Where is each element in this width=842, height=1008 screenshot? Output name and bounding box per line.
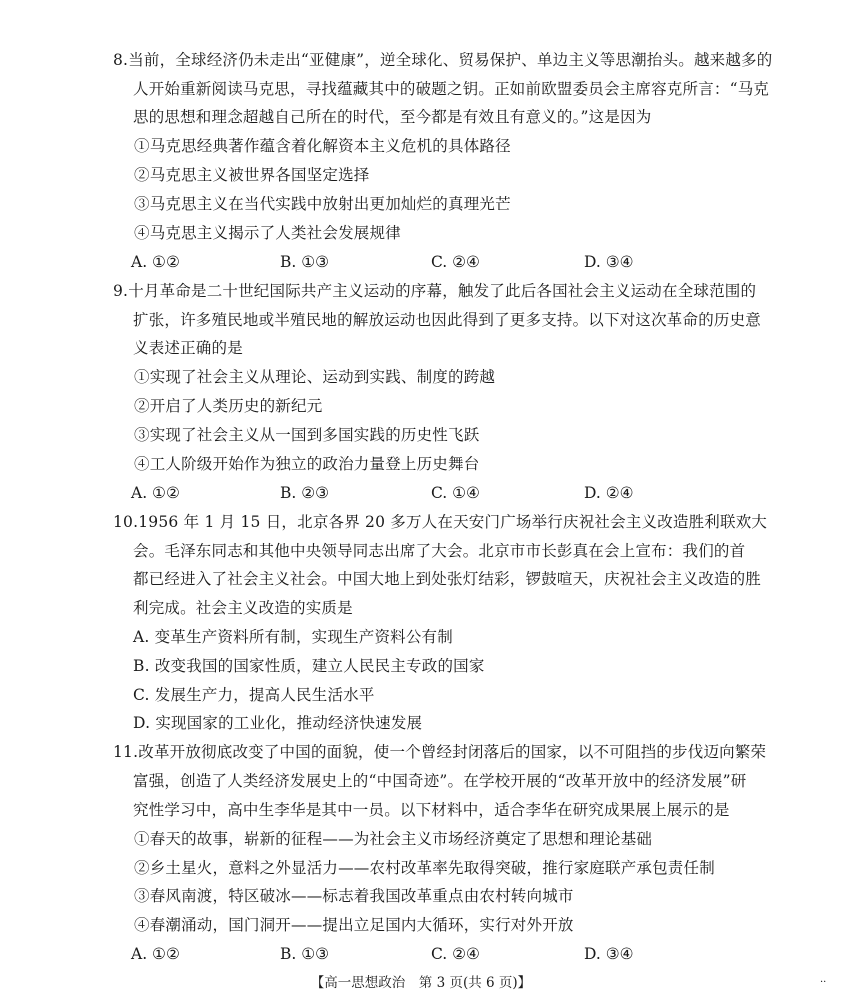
q9-options xyxy=(0,483,842,503)
q11-option-a[interactable]: A. ①② xyxy=(131,945,180,963)
q8-item-4: ④马克思主义揭示了人类社会发展规律 xyxy=(134,224,401,242)
q10-choice-b[interactable]: B. 改变我国的国家性质，建立人民民主专政的国家 xyxy=(133,657,485,675)
q11-item-4: ④春潮涌动，国门洞开——提出立足国内大循环，实行对外开放 xyxy=(134,916,574,934)
q9-item-3: ③实现了社会主义从一国到多国实践的历史性飞跃 xyxy=(134,426,480,444)
q11-item-1: ①春天的故事，崭新的征程——为社会主义市场经济奠定了思想和理论基础 xyxy=(134,830,653,848)
q10-choice-a[interactable]: A. 变革生产资料所有制，实现生产资料公有制 xyxy=(133,628,453,646)
q10-stem-line-3: 都已经进入了社会主义社会。中国大地上到处张灯结彩，锣鼓喧天，庆祝社会主义改造的胜 xyxy=(133,570,762,588)
page-footer: 【高一思想政治 第 3 页(共 6 页)】 xyxy=(310,975,532,991)
q11-option-b[interactable]: B. ①③ xyxy=(280,945,330,963)
q8-item-1: ①马克思经典著作蕴含着化解资本主义危机的具体路径 xyxy=(134,137,511,155)
q9-option-d[interactable]: D. ②④ xyxy=(584,484,634,502)
q11-item-3: ③春风南渡，特区破冰——标志着我国改革重点由农村转向城市 xyxy=(134,887,574,905)
q10-stem-line-2: 会。毛泽东同志和其他中央领导同志出席了大会。北京市市长彭真在会上宣布：我们的首 xyxy=(133,542,746,560)
q11-stem-line-1: 11.改革开放彻底改变了中国的面貌，使一个曾经封闭落后的国家，以不可阻挡的步伐迈向繁荣 xyxy=(113,743,767,761)
q8-option-a[interactable]: A. ①② xyxy=(131,253,180,271)
q8-stem-line-2: 人开始重新阅读马克思，寻找蕴藏其中的破题之钥。正如前欧盟委员会主席容克所言：“马克 xyxy=(133,80,770,98)
q9-item-4: ④工人阶级开始作为独立的政治力量登上历史舞台 xyxy=(134,455,480,473)
q9-option-b[interactable]: B. ②③ xyxy=(280,484,330,502)
q9-option-c[interactable]: C. ①④ xyxy=(431,484,480,502)
q9-stem-line-1: 9.十月革命是二十世纪国际共产主义运动的序幕，触发了此后各国社会主义运动在全球范围的 xyxy=(113,282,757,300)
q11-item-2: ②乡土星火，意料之外显活力——农村改革率先取得突破，推行家庭联产承包责任制 xyxy=(134,859,715,877)
q11-option-d[interactable]: D. ③④ xyxy=(584,945,634,963)
q8-option-d[interactable]: D. ③④ xyxy=(584,253,634,271)
q8-stem-line-3: 思的思想和理念超越自己所在的时代，至今都是有效且有意义的。”这是因为 xyxy=(133,108,652,126)
q8-option-c[interactable]: C. ②④ xyxy=(431,253,480,271)
q9-item-1: ①实现了社会主义从理论、运动到实践、制度的跨越 xyxy=(134,368,496,386)
q8-option-b[interactable]: B. ①③ xyxy=(280,253,330,271)
q10-choice-d[interactable]: D. 实现国家的工业化，推动经济快速发展 xyxy=(133,714,423,732)
q11-stem-line-3: 究性学习中，高中生李华是其中一员。以下材料中，适合李华在研究成果展上展示的是 xyxy=(133,801,730,819)
q8-options xyxy=(0,252,842,272)
q11-options xyxy=(0,944,842,964)
q9-stem-line-2: 扩张，许多殖民地或半殖民地的解放运动也因此得到了更多支持。以下对这次革命的历史意 xyxy=(133,311,762,329)
q9-item-2: ②开启了人类历史的新纪元 xyxy=(134,397,323,415)
q11-stem-line-2: 富强，创造了人类经济发展史上的“中国奇迹”。在学校开展的“改革开放中的经济发展”研 xyxy=(133,772,747,790)
q8-stem-line-1: 8.当前，全球经济仍未走出“亚健康”，逆全球化、贸易保护、单边主义等思潮抬头。越来越多的 xyxy=(113,51,773,69)
q8-item-3: ③马克思主义在当代实践中放射出更加灿烂的真理光芒 xyxy=(134,195,511,213)
q9-stem-line-3: 义表述正确的是 xyxy=(133,339,243,357)
q10-choice-c[interactable]: C. 发展生产力，提高人民生活水平 xyxy=(133,686,375,704)
q9-option-a[interactable]: A. ①② xyxy=(131,484,180,502)
q11-option-c[interactable]: C. ②④ xyxy=(431,945,480,963)
q10-stem-line-1: 10.1956 年 1 月 15 日，北京各界 20 多万人在天安门广场举行庆祝社会主义改造胜利联欢大 xyxy=(113,513,768,531)
q10-stem-line-4: 利完成。社会主义改造的实质是 xyxy=(133,599,353,617)
q8-item-2: ②马克思主义被世界各国坚定选择 xyxy=(134,166,370,184)
corner-mark: ·· xyxy=(820,977,827,988)
